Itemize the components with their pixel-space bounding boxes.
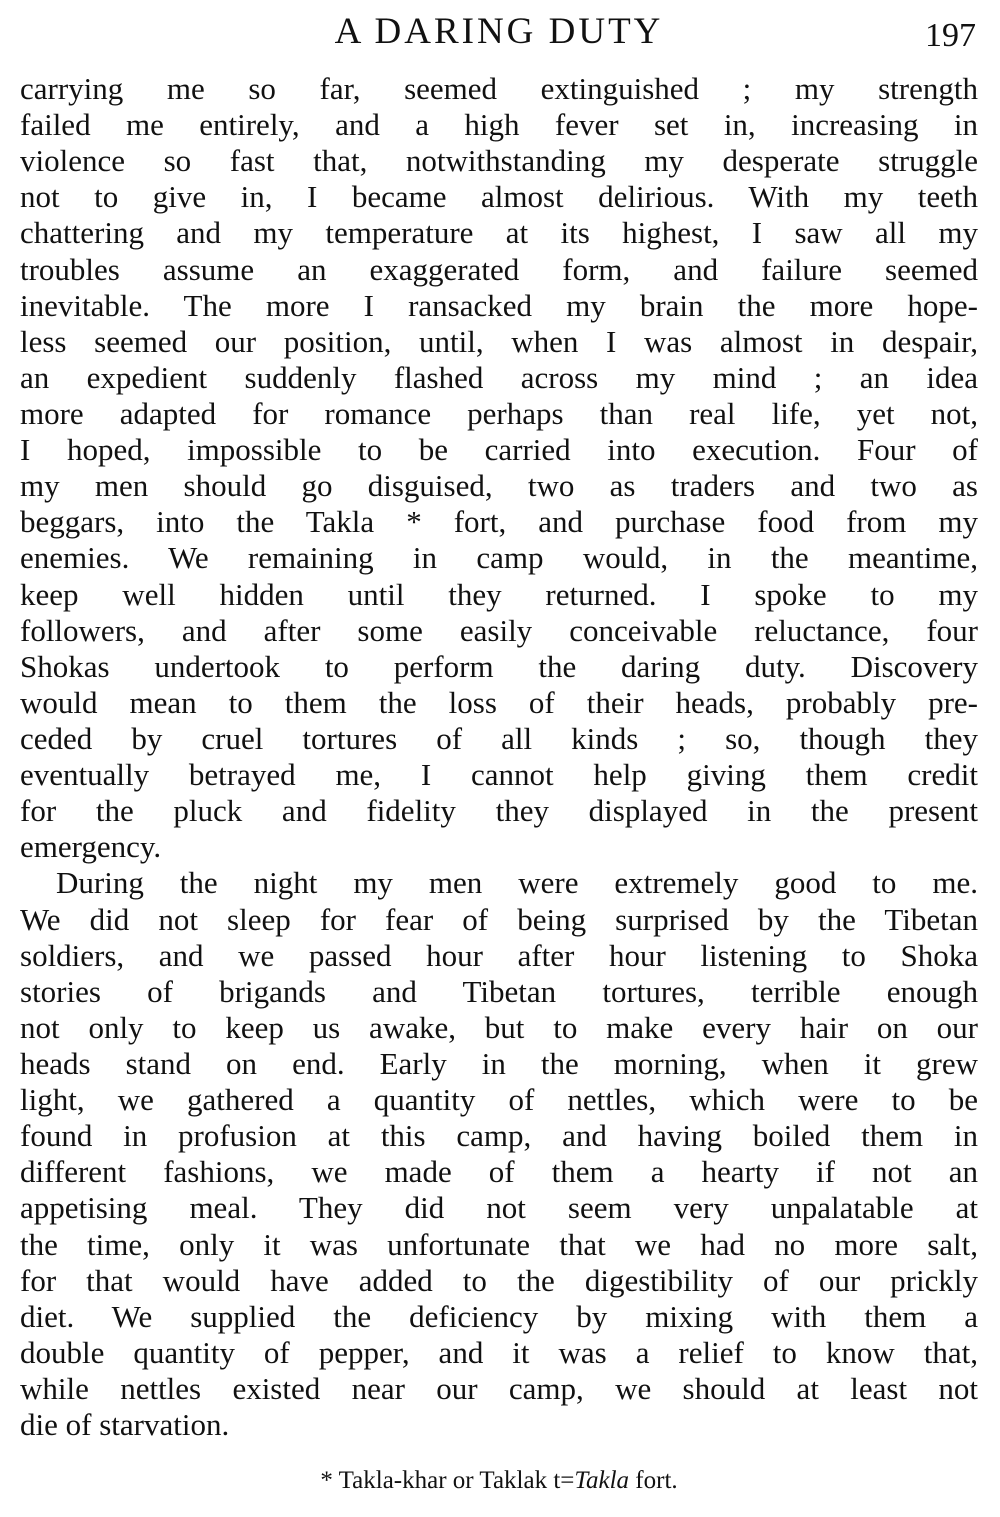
- text-line: During the night my men were extremely good to me.: [56, 865, 978, 901]
- text-line: diet. We supplied the deficiency by mixing with them a: [20, 1298, 978, 1334]
- body-text: [20, 71, 978, 1443]
- text-line: soldiers, and we passed hour after hour listening to Shoka: [20, 937, 978, 973]
- text-line: more adapted for romance perhaps than real life, yet not,: [20, 395, 978, 431]
- text-line: ceded by cruel tortures of all kinds ; so, though they: [20, 720, 978, 756]
- book-page: [20, 0, 978, 1494]
- text-line: I hoped, impossible to be carried into execution. Four of: [20, 432, 978, 468]
- text-line: carrying me so far, seemed extinguished ; my strength: [20, 71, 978, 106]
- text-line: chattering and my temperature at its highest, I saw all my: [20, 215, 978, 251]
- text-line: failed me entirely, and a high fever set in, increasing in: [20, 107, 978, 143]
- page-number: 197: [925, 17, 976, 54]
- text-line: troubles assume an exaggerated form, and failure seemed: [20, 251, 978, 287]
- text-line: not to give in, I became almost delirious. With my teeth: [20, 179, 978, 215]
- text-line: found in profusion at this camp, and having boiled them in: [20, 1118, 978, 1154]
- text-line: violence so fast that, notwithstanding my desperate struggle: [20, 143, 978, 179]
- text-line: followers, and after some easily conceivable reluctance, four: [20, 612, 978, 648]
- footnote: [20, 1465, 978, 1497]
- text-line: We did not sleep for fear of being surprised by the Tibetan: [20, 901, 978, 937]
- footnote-text: * Takla-khar or Taklak t=: [320, 1467, 575, 1494]
- text-line: heads stand on end. Early in the morning, when it grew: [20, 1045, 978, 1081]
- text-line: Shokas undertook to perform the daring duty. Discovery: [20, 648, 978, 684]
- text-line: die of starvation.: [20, 1407, 230, 1443]
- text-line: while nettles existed near our camp, we should at least not: [20, 1370, 978, 1406]
- text-line: less seemed our position, until, when I was almost in despair,: [20, 323, 978, 359]
- text-line: would mean to them the loss of their heads, probably pre-: [20, 684, 978, 720]
- text-line: not only to keep us awake, but to make every hair on our: [20, 1009, 978, 1045]
- text-line: double quantity of pepper, and it was a relief to know that,: [20, 1334, 978, 1370]
- page-header: [20, 0, 978, 52]
- paragraph-1: [20, 71, 978, 865]
- footnote-tail-text: fort.: [629, 1467, 678, 1494]
- text-line: an expedient suddenly flashed across my mind ; an idea: [20, 359, 978, 395]
- text-line: light, we gathered a quantity of nettles, which were to be: [20, 1082, 978, 1118]
- footnote-italic-text: Takla: [574, 1467, 630, 1494]
- text-line: beggars, into the Takla * fort, and purchase food from my: [20, 504, 978, 540]
- text-line: inevitable. The more I ransacked my brain the more hope-: [20, 287, 978, 323]
- text-line: enemies. We remaining in camp would, in the meantime,: [20, 540, 978, 576]
- text-line: my men should go disguised, two as traders and two as: [20, 468, 978, 504]
- paragraph-2: [20, 865, 978, 1443]
- text-line: stories of brigands and Tibetan tortures, terrible enough: [20, 973, 978, 1009]
- text-line: keep well hidden until they returned. I spoke to my: [20, 576, 978, 612]
- text-line: emergency.: [20, 829, 162, 865]
- text-line: eventually betrayed me, I cannot help giving them credit: [20, 757, 978, 793]
- text-line: different fashions, we made of them a hearty if not an: [20, 1154, 978, 1190]
- running-title: A DARING DUTY: [334, 11, 664, 52]
- text-line: the time, only it was unfortunate that we had no more salt,: [20, 1226, 978, 1262]
- text-line: for that would have added to the digestibility of our prickly: [20, 1262, 978, 1298]
- text-line: appetising meal. They did not seem very unpalatable at: [20, 1190, 978, 1226]
- text-line: for the pluck and fidelity they displayed in the present: [20, 793, 978, 829]
